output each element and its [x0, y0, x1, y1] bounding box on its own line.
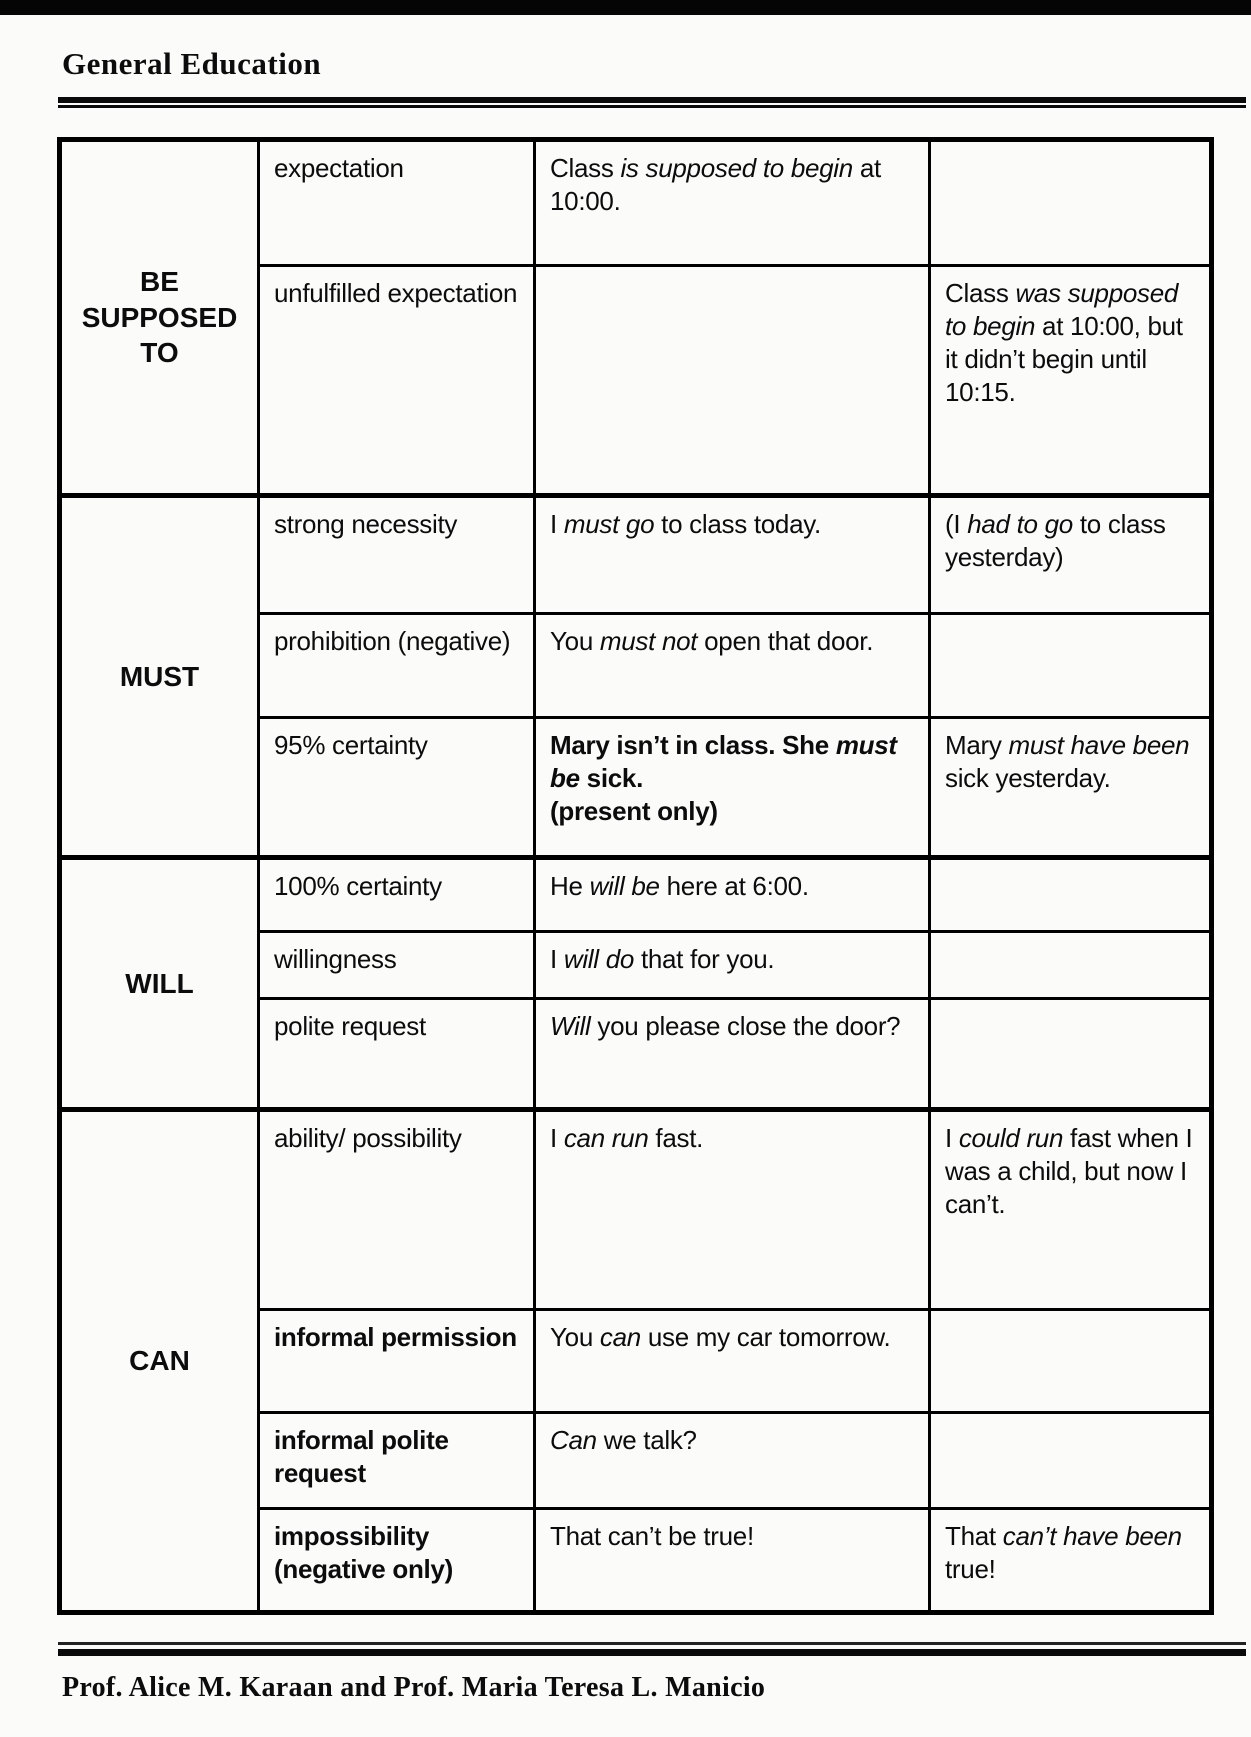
past-example-cell	[930, 1509, 1212, 1613]
italic-segment: Can	[550, 1425, 597, 1455]
table-row	[60, 140, 1212, 266]
meaning-cell	[259, 614, 535, 718]
present-example-cell	[535, 1110, 930, 1310]
text-segment: we talk?	[596, 1425, 697, 1455]
past-example-cell	[930, 718, 1212, 858]
present-example-cell	[535, 496, 930, 614]
page-title: General Education	[62, 46, 322, 81]
present-example-cell	[535, 1310, 930, 1413]
text-segment: to class today.	[654, 509, 821, 539]
italic-segment: can run	[563, 1123, 649, 1153]
top-black-bar	[0, 0, 1251, 15]
text-segment: informal permission	[274, 1322, 517, 1352]
text-segment: ability/ possibility	[274, 1123, 462, 1153]
present-example-cell	[535, 999, 930, 1110]
italic-segment: can’t have been	[1002, 1521, 1182, 1551]
italic-segment: Will	[550, 1011, 591, 1041]
text-segment: open that door.	[697, 626, 874, 656]
italic-segment: will do	[563, 944, 635, 974]
past-example-cell	[930, 496, 1212, 614]
present-example-cell	[535, 266, 930, 496]
text-segment: (I	[945, 509, 968, 539]
past-example-cell	[930, 932, 1212, 999]
text-segment: You	[550, 1322, 600, 1352]
text-segment: strong necessity	[274, 509, 458, 539]
text-segment: unfulfilled expectation	[274, 278, 518, 308]
meaning-cell	[259, 999, 535, 1110]
text-segment: polite request	[274, 1011, 426, 1041]
text-segment: at 10:00.	[550, 153, 881, 217]
meaning-cell	[259, 266, 535, 496]
present-example-cell	[535, 718, 930, 858]
text-segment: Mary	[945, 730, 1009, 760]
text-segment: (present only)	[550, 796, 718, 827]
table-row	[60, 858, 1212, 932]
text-segment: true!	[945, 1554, 996, 1585]
meaning-cell	[259, 718, 535, 858]
text-segment: use my car tomorrow.	[640, 1322, 891, 1352]
text-segment: fast when I was a child, but now I can’t.	[945, 1123, 1193, 1220]
past-example-cell	[930, 999, 1212, 1110]
italic-segment: must not	[599, 626, 698, 656]
footer-divider	[58, 1642, 1246, 1656]
text-segment: Class	[945, 278, 1016, 308]
text-segment: impossibility (negative only)	[274, 1521, 453, 1585]
meaning-cell	[259, 496, 535, 614]
italic-segment: must go	[563, 509, 655, 539]
modal-cell: WILL	[60, 858, 259, 1110]
heading-divider	[58, 97, 1246, 108]
present-example-cell	[535, 932, 930, 999]
text-segment: You	[550, 626, 600, 656]
text-segment: That can’t be true!	[550, 1521, 754, 1551]
present-example-cell	[535, 1413, 930, 1509]
modal-cell: CAN	[60, 1110, 259, 1613]
italic-segment: will be	[589, 871, 660, 901]
present-example-cell	[535, 614, 930, 718]
past-example-cell	[930, 140, 1212, 266]
modal-cell: MUST	[60, 496, 259, 858]
text-segment: I	[550, 944, 564, 974]
meaning-cell	[259, 1509, 535, 1613]
text-segment: That	[945, 1521, 1003, 1551]
text-segment: prohibition (negative)	[274, 626, 511, 656]
italic-segment: could run	[958, 1123, 1064, 1153]
modal-verbs-table	[57, 137, 1214, 1615]
footer-credit: Prof. Alice M. Karaan and Prof. Maria Teresa L. Manicio	[62, 1672, 766, 1703]
text-segment: Mary isn’t in class. She	[550, 730, 836, 760]
meaning-cell	[259, 1310, 535, 1413]
text-segment: sick yesterday.	[945, 763, 1111, 794]
text-segment: you please close the door?	[590, 1011, 901, 1041]
meaning-cell	[259, 932, 535, 999]
italic-segment: can	[599, 1322, 641, 1352]
past-example-cell	[930, 266, 1212, 496]
modal-cell: BE SUPPOSED TO	[60, 140, 259, 496]
text-segment: 100% certainty	[274, 871, 442, 901]
text-segment: expectation	[274, 153, 404, 183]
past-example-cell	[930, 614, 1212, 718]
meaning-cell	[259, 140, 535, 266]
meaning-cell	[259, 1110, 535, 1310]
table-row	[60, 1110, 1212, 1310]
text-segment: I	[550, 1123, 564, 1153]
table-row	[60, 496, 1212, 614]
text-segment: here at 6:00.	[659, 871, 809, 901]
text-segment: I	[945, 1123, 959, 1153]
text-segment: to class yesterday)	[945, 509, 1166, 573]
text-segment: He	[550, 871, 590, 901]
text-segment: I	[550, 509, 564, 539]
text-segment: informal polite request	[274, 1425, 449, 1489]
text-segment: sick.	[579, 763, 644, 794]
meaning-cell	[259, 858, 535, 932]
italic-segment: must have been	[1008, 730, 1190, 760]
text-segment: at 10:00, but it didn’t begin until 10:15.	[945, 311, 1183, 408]
meaning-cell	[259, 1413, 535, 1509]
past-example-cell	[930, 1310, 1212, 1413]
past-example-cell	[930, 1413, 1212, 1509]
italic-segment: was supposed to begin	[945, 278, 1179, 342]
italic-segment: had to go	[967, 509, 1073, 539]
present-example-cell	[535, 140, 930, 266]
text-segment: 95% certainty	[274, 730, 428, 760]
italic-segment: is supposed to begin	[620, 153, 853, 183]
italic-segment: must be	[550, 730, 897, 794]
present-example-cell	[535, 858, 930, 932]
past-example-cell	[930, 858, 1212, 932]
text-segment: that for you.	[634, 944, 775, 974]
text-segment: willingness	[274, 944, 397, 974]
text-segment: Class	[550, 153, 621, 183]
text-segment: fast.	[648, 1123, 704, 1153]
present-example-cell	[535, 1509, 930, 1613]
past-example-cell	[930, 1110, 1212, 1310]
modal-verbs-table-body	[60, 140, 1212, 1613]
